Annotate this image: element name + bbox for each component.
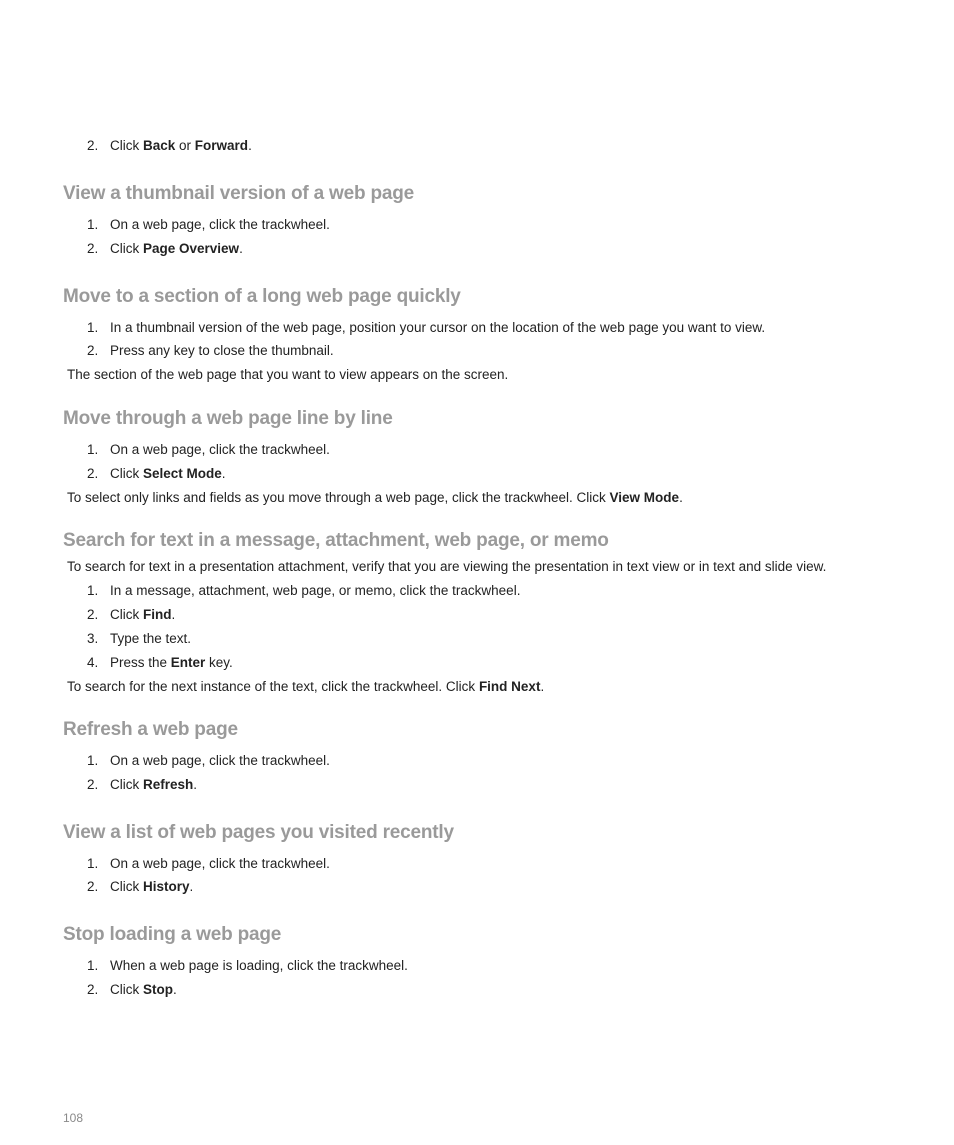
page-number: 108 [63, 1111, 84, 1125]
ui-term: Enter [170, 655, 206, 670]
step-number: 2. [87, 343, 99, 358]
paragraph [67, 366, 508, 384]
numbered-step [87, 981, 177, 999]
numbered-step [87, 606, 176, 624]
paragraph [67, 678, 544, 696]
text-run: On a web page, click the trackwheel. [110, 442, 330, 457]
text-run: On a web page, click the trackwheel. [110, 856, 330, 871]
text-run: Click [110, 607, 143, 622]
numbered-step [87, 319, 766, 337]
text-run: Click [110, 982, 143, 997]
step-number: 2. [87, 466, 99, 481]
numbered-step [87, 465, 226, 483]
step-number: 1. [87, 442, 99, 457]
text-run: Click [110, 777, 143, 792]
text-run: Press any key to close the thumbnail. [110, 343, 334, 358]
ui-term: Back [143, 138, 176, 153]
text-run: . [189, 879, 194, 894]
step-number: 2. [87, 777, 99, 792]
step-number: 4. [87, 655, 99, 670]
numbered-step [87, 855, 330, 873]
step-number: 2. [87, 879, 99, 894]
numbered-step [87, 342, 334, 360]
section-heading: View a thumbnail version of a web page [63, 183, 415, 204]
step-number: 1. [87, 217, 99, 232]
text-run: To search for text in a presentation attachment, verify that you are viewing the presentation in text view or in text and slide view. [67, 559, 827, 574]
text-run: . [248, 138, 252, 153]
ui-term: Page Overview [143, 241, 240, 256]
step-number: 2. [87, 607, 99, 622]
ui-term: Refresh [143, 777, 194, 792]
paragraph [67, 558, 826, 576]
numbered-step [87, 240, 243, 258]
step-number: 1. [87, 753, 99, 768]
ui-term: History [143, 879, 190, 894]
section-heading: View a list of web pages you visited recently [63, 822, 454, 843]
section-heading: Stop loading a web page [63, 924, 282, 945]
text-run: Type the text. [110, 631, 192, 646]
step-number: 1. [87, 856, 99, 871]
ui-term: Find [143, 607, 172, 622]
text-run: To search for the next instance of the text, click the trackwheel. Click [67, 679, 479, 694]
text-run: On a web page, click the trackwheel. [110, 753, 330, 768]
text-run: In a message, attachment, web page, or memo, click the trackwheel. [110, 583, 521, 598]
text-run: To select only links and fields as you move through a web page, click the trackwheel. Click [67, 490, 610, 505]
text-run: Click [110, 879, 143, 894]
text-run: When a web page is loading, click the trackwheel. [110, 958, 408, 973]
text-run: Click [110, 466, 143, 481]
paragraph [67, 489, 683, 507]
step-number: 1. [87, 320, 99, 335]
numbered-step [87, 630, 192, 648]
ui-term: Find Next [478, 679, 541, 694]
ui-term: Forward [194, 138, 249, 153]
step-number: 2. [87, 982, 99, 997]
step-number: 3. [87, 631, 99, 646]
text-run: key. [205, 655, 233, 670]
text-run: . [239, 241, 243, 256]
section-heading: Search for text in a message, attachment, web page, or memo [63, 530, 609, 551]
text-run: On a web page, click the trackwheel. [110, 217, 330, 232]
text-run: Press the [110, 655, 171, 670]
text-run: . [679, 490, 683, 505]
numbered-step [87, 957, 408, 975]
text-run: . [193, 777, 198, 792]
ui-term: Stop [143, 982, 173, 997]
step-number: 2. [87, 241, 99, 256]
text-run: . [221, 466, 226, 481]
ui-term: View Mode [609, 490, 680, 505]
numbered-step [87, 216, 330, 234]
text-run: or [175, 138, 195, 153]
ui-term: Select Mode [143, 466, 222, 481]
section-heading: Move to a section of a long web page quickly [63, 286, 461, 307]
text-run: Click [110, 241, 143, 256]
text-run: . [540, 679, 545, 694]
text-run: . [171, 607, 176, 622]
numbered-step [87, 752, 330, 770]
step-number: 2. [87, 138, 99, 153]
numbered-step [87, 582, 521, 600]
numbered-step [87, 878, 194, 896]
step-number: 1. [87, 583, 99, 598]
section-heading: Refresh a web page [63, 719, 238, 740]
text-run: The section of the web page that you want to view appears on the screen. [67, 367, 509, 382]
section-heading: Move through a web page line by line [63, 408, 393, 429]
numbered-step [87, 137, 252, 155]
numbered-step [87, 776, 198, 794]
text-run: . [173, 982, 177, 997]
numbered-step [87, 654, 233, 672]
text-run: Click [110, 138, 143, 153]
text-run: In a thumbnail version of the web page, position your cursor on the location of the web page you want to view. [110, 320, 766, 335]
step-number: 1. [87, 958, 99, 973]
numbered-step [87, 441, 330, 459]
